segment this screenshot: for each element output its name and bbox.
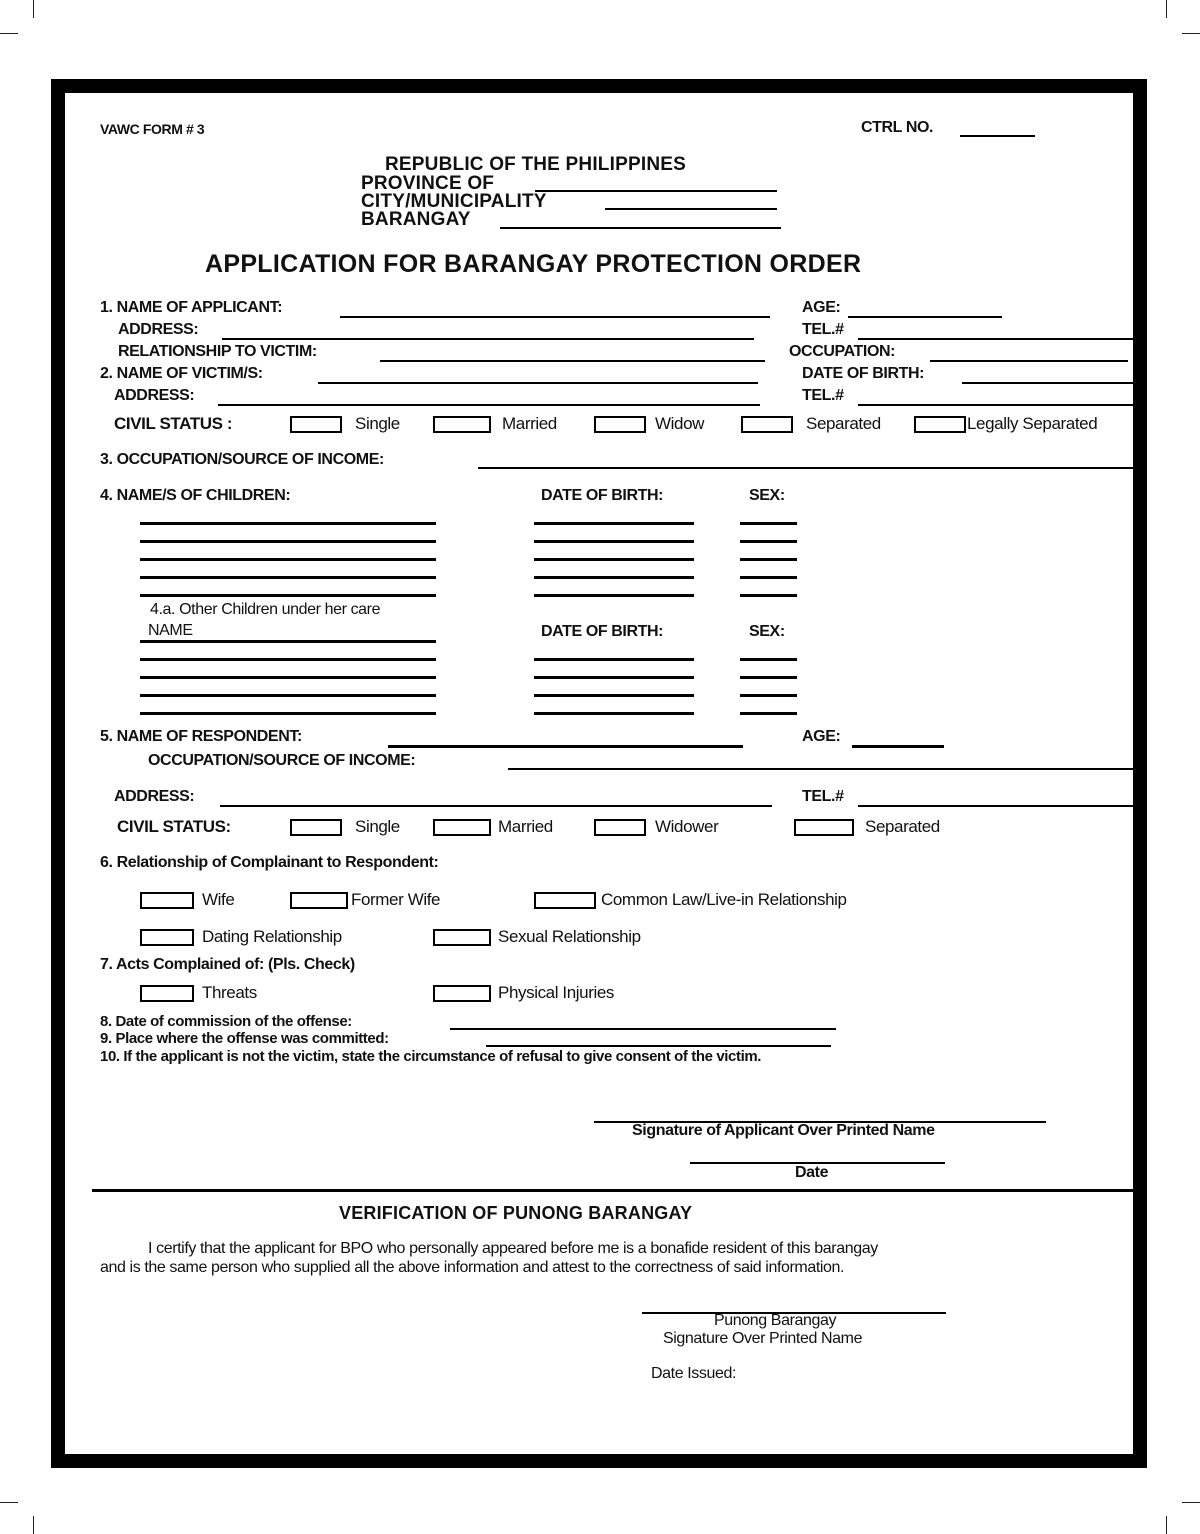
acts-complained-label: 7. Acts Complained of: (Pls. Check) [100,956,355,973]
other-children-sex-label: SEX: [749,623,785,640]
city-label: CITY/MUNICIPALITY [361,191,547,212]
relationship-to-victim-field[interactable] [380,360,765,362]
other-child-dob-field[interactable] [534,676,694,679]
checkbox-respondent-separated[interactable] [794,819,854,836]
children-dob-label: DATE OF BIRTH: [541,487,664,504]
victim-dob-label: DATE OF BIRTH: [802,365,925,382]
checkbox-respondent-married[interactable] [433,819,491,836]
other-child-dob-field[interactable] [534,658,694,661]
children-label: 4. NAME/S OF CHILDREN: [100,487,291,504]
place-committed-field[interactable] [486,1045,831,1047]
child-name-field[interactable] [140,594,436,597]
victim-dob-field[interactable] [962,382,1134,384]
common-law-label: Common Law/Live-in Relationship [601,890,847,909]
ctrl-no-field[interactable] [960,135,1035,137]
child-name-field[interactable] [140,576,436,579]
former-wife-label: Former Wife [351,890,441,909]
child-dob-field[interactable] [534,576,694,579]
respondent-widower-label: Widower [655,817,719,836]
form-code: VAWC FORM # 3 [100,121,205,137]
checkbox-physical-injuries[interactable] [433,985,491,1002]
applicant-tel-field[interactable] [858,338,1134,340]
wife-label: Wife [202,890,235,909]
child-sex-field[interactable] [740,540,797,543]
barangay-label: BARANGAY [361,209,471,230]
threats-label: Threats [202,983,257,1002]
crop-mark [0,1502,18,1503]
province-field[interactable] [535,190,777,192]
victim-separated-label: Separated [806,414,881,433]
crop-mark [33,1516,34,1534]
checkbox-victim-married[interactable] [433,416,491,433]
respondent-age-field[interactable] [852,745,944,748]
other-child-name-field[interactable] [140,712,436,715]
respondent-separated-label: Separated [865,817,940,836]
crop-mark [1166,0,1167,18]
other-child-dob-field[interactable] [534,712,694,715]
checkbox-victim-separated[interactable] [741,416,793,433]
victim-address-label: ADDRESS: [114,387,195,404]
victim-married-label: Married [502,414,557,433]
applicant-tel-label: TEL.# [802,321,844,338]
other-children-label: 4.a. Other Children under her care [150,601,381,618]
checkbox-victim-legally-separated[interactable] [914,416,966,433]
applicant-occupation-field[interactable] [930,360,1128,362]
section-divider [92,1189,1134,1192]
child-dob-field[interactable] [534,594,694,597]
applicant-name-label: 1. NAME OF APPLICANT: [100,299,283,316]
crop-mark [33,0,34,18]
child-sex-field[interactable] [740,594,797,597]
checkbox-dating-relationship[interactable] [140,929,194,946]
respondent-tel-field[interactable] [858,805,1134,807]
crop-mark [1182,33,1200,34]
child-dob-field[interactable] [534,522,694,525]
applicant-age-label: AGE: [802,299,841,316]
victim-widow-label: Widow [655,414,705,433]
ctrl-no-label: CTRL NO. [861,119,934,136]
punong-barangay-label: Punong Barangay [714,1312,837,1329]
barangay-field[interactable] [500,227,781,229]
other-children-dob-label: DATE OF BIRTH: [541,623,664,640]
victim-single-label: Single [355,414,400,433]
victim-tel-label: TEL.# [802,387,844,404]
respondent-address-field[interactable] [220,805,772,807]
respondent-occupation-field[interactable] [508,768,1134,770]
respondent-civil-status-label: CIVIL STATUS: [117,817,231,836]
other-child-sex-field[interactable] [740,712,797,715]
child-name-field[interactable] [140,522,436,525]
respondent-occupation-label: OCCUPATION/SOURCE OF INCOME: [148,752,416,769]
circumstance-label: 10. If the applicant is not the victim, state the circumstance of refusal to give consent of the victim. [100,1048,762,1065]
occupation-income-label: 3. OCCUPATION/SOURCE OF INCOME: [100,451,384,468]
children-sex-label: SEX: [749,487,785,504]
respondent-tel-label: TEL.# [802,788,844,805]
other-children-name-label: NAME [148,622,193,639]
checkbox-threats[interactable] [140,985,194,1002]
checkbox-former-wife[interactable] [290,892,348,909]
signature-date-label: Date [795,1164,829,1181]
other-child-dob-field[interactable] [534,694,694,697]
place-committed-label: 9. Place where the offense was committed: [100,1030,389,1047]
crop-mark [1182,1502,1200,1503]
relationship-label: 6. Relationship of Complainant to Respondent: [100,854,439,871]
child-sex-field[interactable] [740,522,797,525]
checkbox-respondent-widower[interactable] [594,819,646,836]
other-child-sex-field[interactable] [740,658,797,661]
applicant-address-field[interactable] [222,338,754,340]
applicant-name-field[interactable] [340,316,770,318]
other-child-name-field[interactable] [140,694,436,697]
province-label: PROVINCE OF [361,173,495,194]
applicant-address-label: ADDRESS: [118,321,199,338]
other-child-sex-field[interactable] [740,676,797,679]
republic-heading: REPUBLIC OF THE PHILIPPINES [385,154,686,175]
respondent-married-label: Married [498,817,553,836]
victim-name-field[interactable] [318,382,758,384]
relationship-to-victim-label: RELATIONSHIP TO VICTIM: [118,343,317,360]
dating-relationship-label: Dating Relationship [202,927,342,946]
checkbox-wife[interactable] [140,892,194,909]
verification-text-line1: I certify that the applicant for BPO who personally appeared before me is a bonafide resident of this barangay [148,1240,878,1257]
applicant-age-field[interactable] [848,316,1002,318]
checkbox-sexual-relationship[interactable] [433,929,491,946]
crop-mark [1166,1516,1167,1534]
respondent-single-label: Single [355,817,400,836]
victim-legally-separated-label: Legally Separated [967,414,1098,433]
other-child-sex-field[interactable] [740,694,797,697]
date-commission-label: 8. Date of commission of the offense: [100,1013,352,1030]
respondent-age-label: AGE: [802,728,841,745]
victim-civil-status-label: CIVIL STATUS : [114,414,233,433]
child-sex-field[interactable] [740,558,797,561]
city-field[interactable] [605,208,777,210]
physical-injuries-label: Physical Injuries [498,983,615,1002]
sexual-relationship-label: Sexual Relationship [498,927,641,946]
punong-barangay-signature-label: Signature Over Printed Name [663,1330,863,1347]
verification-text-line2: and is the same person who supplied all the above information and attest to the correctness of said information. [100,1259,845,1276]
respondent-address-label: ADDRESS: [114,788,195,805]
child-dob-field[interactable] [534,558,694,561]
other-child-name-field[interactable] [140,676,436,679]
victim-name-label: 2. NAME OF VICTIM/S: [100,365,263,382]
victim-address-field[interactable] [218,404,760,406]
victim-tel-field[interactable] [858,404,1134,406]
child-name-field[interactable] [140,540,436,543]
occupation-income-field[interactable] [478,467,1134,469]
respondent-name-label: 5. NAME OF RESPONDENT: [100,728,302,745]
other-child-name-field[interactable] [140,658,436,661]
checkbox-victim-single[interactable] [290,416,342,433]
verification-title: VERIFICATION OF PUNONG BARANGAY [339,1203,693,1223]
other-child-name-field[interactable] [140,640,436,643]
child-dob-field[interactable] [534,540,694,543]
date-issued-label: Date Issued: [651,1365,737,1382]
checkbox-common-law[interactable] [534,892,596,909]
respondent-name-field[interactable] [388,745,743,748]
date-commission-field[interactable] [450,1028,836,1030]
form-title: APPLICATION FOR BARANGAY PROTECTION ORDER [205,250,862,278]
child-sex-field[interactable] [740,576,797,579]
crop-mark [0,33,18,34]
child-name-field[interactable] [140,558,436,561]
applicant-occupation-label: OCCUPATION: [789,343,896,360]
checkbox-victim-widow[interactable] [594,416,646,433]
checkbox-respondent-single[interactable] [290,819,342,836]
applicant-signature-label: Signature of Applicant Over Printed Name [632,1122,935,1139]
